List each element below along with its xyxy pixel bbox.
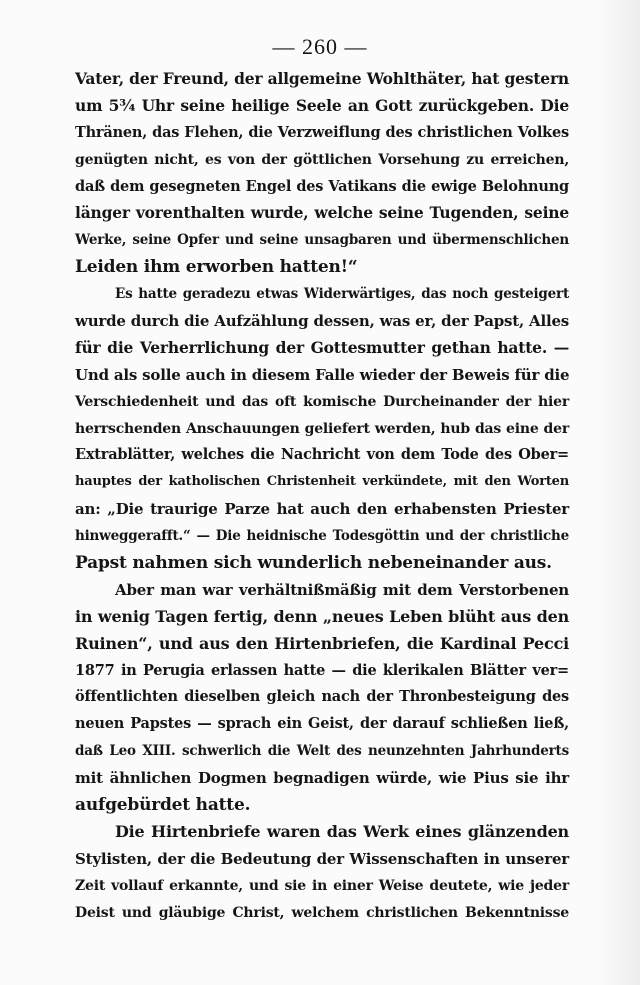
text-line: Werke, seine Opfer und seine unsagbaren und übermenschlichen bbox=[75, 232, 569, 249]
page-edge-shadow bbox=[600, 0, 640, 985]
paragraph bbox=[75, 66, 569, 281]
text-line: an: „Die traurige Parze hat auch den erhabensten Priester bbox=[75, 500, 569, 519]
text-line: daß dem gesegneten Engel des Vatikans die ewige Belohnung bbox=[75, 177, 569, 195]
text-line: hauptes der katholischen Christenheit verkündete, mit den Worten bbox=[75, 474, 569, 490]
page-number: — 260 — bbox=[272, 34, 368, 59]
text-line: um 5¾ Uhr seine heilige Seele an Gott zurückgeben. Die bbox=[75, 95, 569, 115]
text-line: daß Leo XIII. schwerlich die Welt des neunzehnten Jahrhunderts bbox=[75, 743, 569, 760]
text-line: Es hatte geradezu etwas Widerwärtiges, das noch gesteigert bbox=[115, 286, 569, 303]
text-line: mit ähnlichen Dogmen begnadigen würde, wie Pius sie ihr bbox=[75, 769, 569, 788]
text-line: Vater, der Freund, der allgemeine Wohlthäter, hat gestern bbox=[75, 69, 569, 88]
text-line: aufgebürdet hatte. bbox=[75, 795, 251, 816]
text-line: Stylisten, der die Bedeutung der Wissenschaften in unserer bbox=[75, 849, 569, 868]
text-line: hinweggerafft.“ — Die heidnische Todesgöttin und der christliche bbox=[75, 528, 569, 545]
text-line: Die Hirtenbriefe waren das Werk eines glänzenden bbox=[115, 821, 569, 841]
text-line: Extrablätter, welches die Nachricht von dem Tode des Ober= bbox=[75, 446, 569, 464]
paragraph bbox=[75, 281, 569, 577]
text-line: Ruinen“, und aus den Hirtenbriefen, die Kardinal Pecci bbox=[75, 633, 569, 653]
text-line: Papst nahmen sich wunderlich nebeneinander aus. bbox=[75, 553, 552, 574]
text-line: Zeit vollauf erkannte, und sie in einer Weise deutete, wie jeder bbox=[75, 877, 569, 894]
text-line: Leiden ihm erworben hatten!“ bbox=[75, 257, 358, 278]
body-text bbox=[75, 66, 569, 927]
text-line: Deist und gläubige Christ, welchem christlichen Bekenntnisse bbox=[75, 904, 569, 921]
text-line: Thränen, das Flehen, die Verzweiflung des christlichen Volkes bbox=[75, 123, 569, 141]
text-line: Aber man war verhältnißmäßig mit dem Verstorbenen bbox=[115, 580, 569, 599]
paragraph bbox=[75, 819, 569, 927]
text-line: wurde durch die Aufzählung dessen, was er, der Papst, Alles bbox=[75, 312, 570, 331]
paragraph bbox=[75, 577, 569, 819]
text-line: genügten nicht, es von der göttlichen Vorsehung zu erreichen, bbox=[75, 151, 569, 168]
text-line: neuen Papstes — sprach ein Geist, der darauf schließen ließ, bbox=[75, 715, 569, 733]
text-line: für die Verherrlichung der Gottesmutter gethan hatte. — bbox=[75, 337, 569, 357]
text-line: Und als solle auch in diesem Falle wieder der Beweis für die bbox=[75, 365, 570, 384]
text-line: länger vorenthalten wurde, welche seine Tugenden, seine bbox=[75, 203, 569, 223]
text-line: Verschiedenheit und das oft komische Durcheinander der hier bbox=[75, 393, 569, 410]
text-line: 1877 in Perugia erlassen hatte — die klerikalen Blätter ver= bbox=[75, 661, 569, 679]
text-line: öffentlichten dieselben gleich nach der Thronbesteigung des bbox=[75, 688, 569, 706]
text-line: herrschenden Anschauungen geliefert werden, hub das eine der bbox=[75, 420, 569, 437]
text-line: in wenig Tagen fertig, denn „neues Leben blüht aus den bbox=[75, 606, 569, 626]
